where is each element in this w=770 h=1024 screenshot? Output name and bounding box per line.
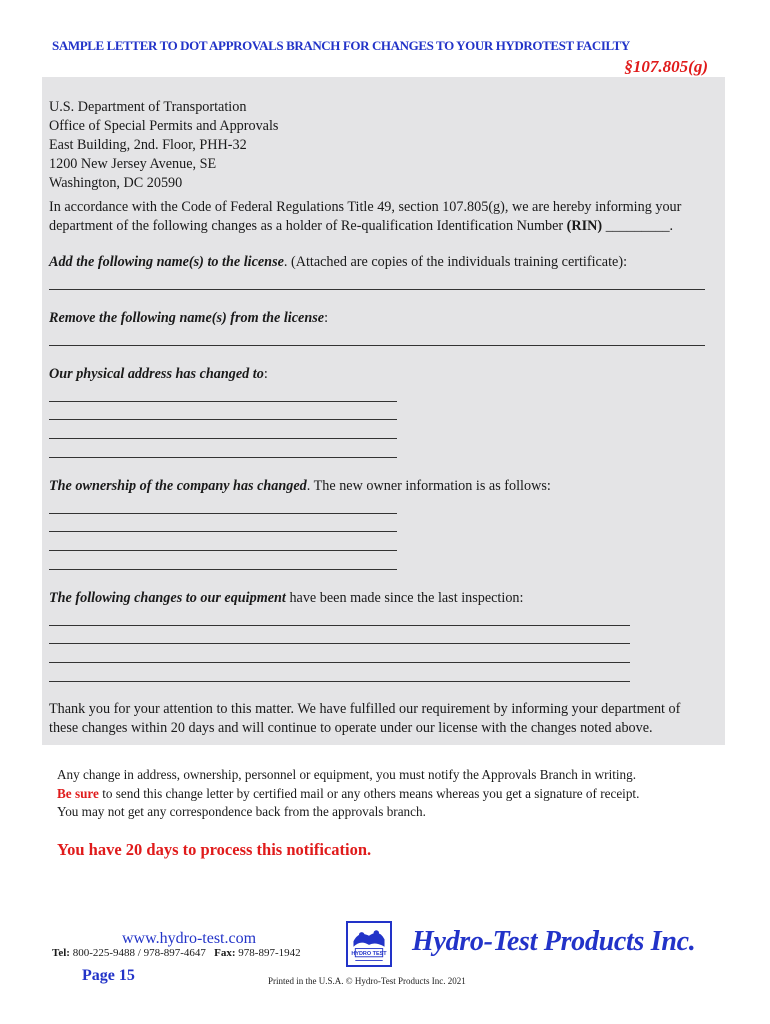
remove-names-heading: Remove the following name(s) from the license: <box>49 310 329 326</box>
address-blank-line[interactable] <box>49 457 397 458</box>
owner-blank-line[interactable] <box>49 531 397 532</box>
regulation-section: §107.805(g) <box>624 57 708 76</box>
notice-line-1: Any change in address, ownership, personnel or equipment, you must notify the Approvals Branch in writing. <box>57 767 637 782</box>
address-line: East Building, 2nd. Floor, PHH-32 <box>49 137 247 153</box>
address-line: U.S. Department of Transportation <box>49 99 247 115</box>
equipment-blank-line[interactable] <box>49 643 630 644</box>
equipment-heading: The following changes to our equipment have been made since the last inspection: <box>49 590 524 606</box>
hydro-test-logo <box>346 921 392 967</box>
address-blank-line[interactable] <box>49 438 397 439</box>
add-names-blank-line[interactable] <box>49 289 705 290</box>
be-sure-emphasis: Be sure <box>57 785 99 801</box>
page-number: Page 15 <box>82 967 135 984</box>
notice-line-2: Be sure to send this change letter by certified mail or any others means whereas you get a signature of receipt. <box>57 785 640 801</box>
ownership-heading: The ownership of the company has changed. The new owner information is as follows: <box>49 478 551 494</box>
remove-names-blank-line[interactable] <box>49 345 705 346</box>
address-line: Office of Special Permits and Approvals <box>49 118 279 134</box>
address-line: Washington, DC 20590 <box>49 175 183 191</box>
owner-blank-line[interactable] <box>49 513 397 514</box>
address-change-heading: Our physical address has changed to: <box>49 366 268 382</box>
closing-line-2: these changes within 20 days and will continue to operate under our license with the changes noted above. <box>49 720 653 736</box>
rin-label: (RIN) <box>566 218 603 234</box>
equipment-blank-line[interactable] <box>49 681 630 682</box>
closing-line-1: Thank you for your attention to this matter. We have fulfilled our requirement by informing your department of <box>49 701 681 717</box>
address-blank-line[interactable] <box>49 419 397 420</box>
intro-paragraph <box>49 198 681 236</box>
intro-line-1: In accordance with the Code of Federal Regulations Title 49, section 107.805(g), we are hereby informing your <box>49 199 682 215</box>
logo-text: HYDRO TEST <box>351 950 387 957</box>
owner-blank-line[interactable] <box>49 550 397 551</box>
contact-info: Tel: 800-225-9488 / 978-897-4647 Fax: 978-897-1942 <box>52 947 301 959</box>
hydro-test-logo-icon <box>348 923 390 965</box>
address-blank-line[interactable] <box>49 401 397 402</box>
intro-line-2: department of the following changes as a holder of Re-qualification Identification Number (RIN) _________. <box>49 218 674 234</box>
closing-paragraph <box>49 700 680 738</box>
deadline-warning: You have 20 days to process this notification. <box>57 840 372 859</box>
address-line: 1200 New Jersey Avenue, SE <box>49 156 217 172</box>
equipment-blank-line[interactable] <box>49 625 630 626</box>
recipient-address <box>49 98 278 193</box>
website-link[interactable]: www.hydro-test.com <box>122 930 257 947</box>
print-notice: Printed in the U.S.A. © Hydro-Test Products Inc. 2021 <box>268 976 466 986</box>
notice-line-3: You may not get any correspondence back from the approvals branch. <box>57 804 426 819</box>
owner-blank-line[interactable] <box>49 569 397 570</box>
letter-title: SAMPLE LETTER TO DOT APPROVALS BRANCH FOR CHANGES TO YOUR HYDROTEST FACILTY <box>52 38 630 53</box>
equipment-blank-line[interactable] <box>49 662 630 663</box>
company-name: Hydro-Test Products Inc. <box>412 926 696 957</box>
notice-paragraph <box>57 766 639 822</box>
add-names-heading: Add the following name(s) to the license. (Attached are copies of the individuals training certificate): <box>49 254 628 270</box>
